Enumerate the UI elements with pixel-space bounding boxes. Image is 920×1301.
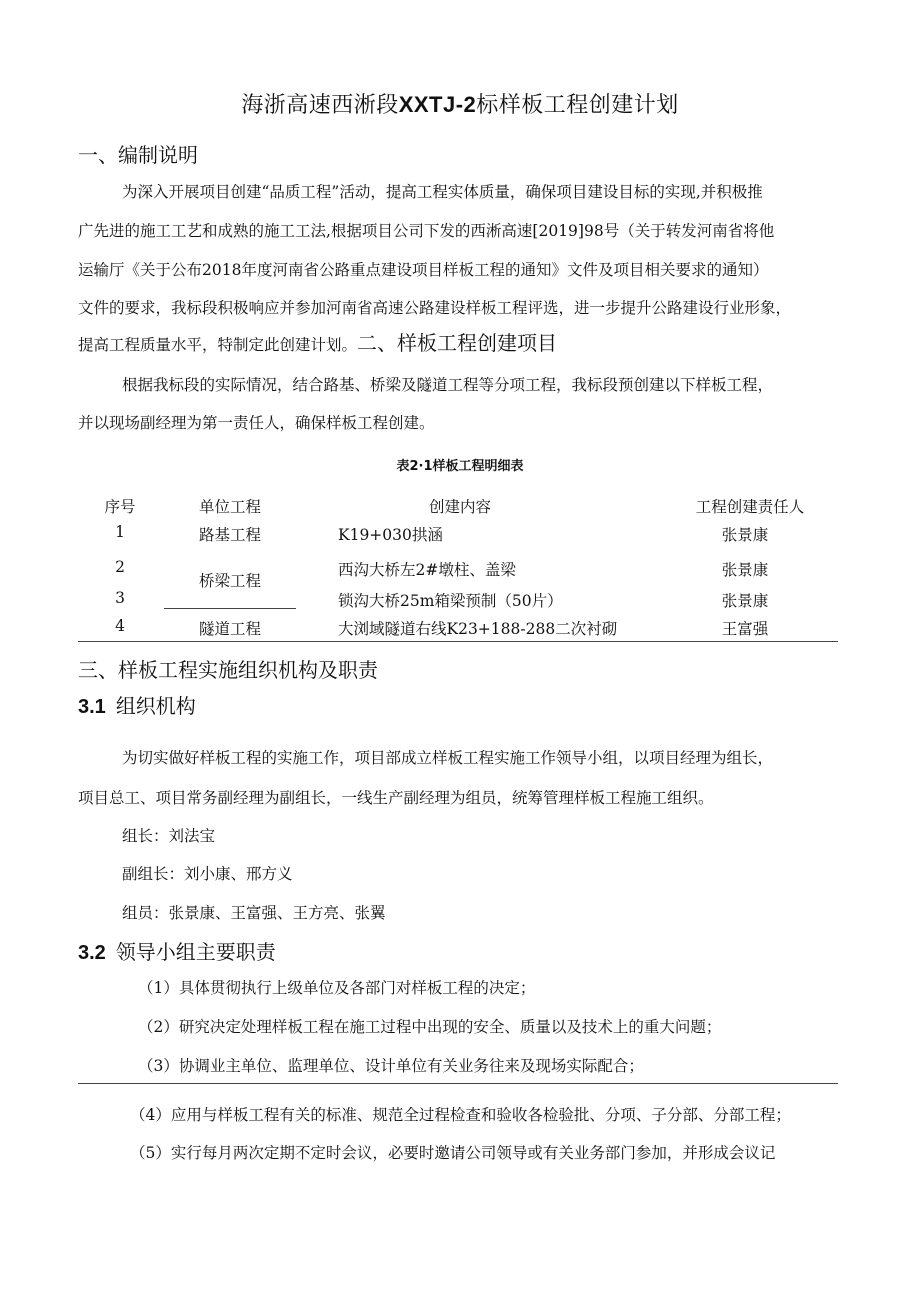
paragraph-line: 并以现场副经理为第一责任人，确保样板工程创建。	[78, 414, 435, 432]
duty-item: （1）具体贯彻执行上级单位及各部门对样板工程的决定；	[138, 979, 536, 997]
subsection-label: 领导小组主要职责	[115, 940, 276, 964]
section3-heading: 三、样板工程实施组织机构及职责	[78, 658, 378, 682]
table-caption: 表2·1样板工程明细表	[396, 459, 524, 474]
table-bottom-rule	[78, 641, 838, 642]
subsection-label: 组织机构	[115, 694, 196, 718]
table-cell-person: 张景康	[721, 561, 769, 579]
title-code: XXTJ-2	[398, 92, 477, 117]
table-cell-person: 张景康	[721, 592, 769, 610]
paragraph-line: 根据我标段的实际情况，结合路基、桥梁及隧道工程等分项工程，我标段预创建以下样板工程，	[122, 376, 774, 394]
table-cell-no: 1	[115, 523, 125, 541]
title-pre: 海浙高速西淅段	[241, 93, 399, 118]
subsection-number: 3.1	[78, 696, 106, 718]
duty-item: （4）应用与样板工程有关的标准、规范全过程检查和验收各检验批、分项、子分部、分部工程；	[130, 1106, 791, 1124]
duty-item: （2）研究决定处理样板工程在施工过程中出现的安全、质量以及技术上的重大问题；	[138, 1018, 722, 1036]
table-cell-no: 2	[115, 558, 125, 576]
paragraph-line: 广先进的施工工艺和成熟的施工工法,根据项目公司下发的西淅高速[2019]98号（关于转发河南省将他	[78, 222, 775, 240]
group-leader: 组长：刘法宝	[122, 827, 216, 845]
table-header-person: 工程创建责任人	[695, 498, 805, 516]
page-title	[0, 88, 920, 119]
table-cell-person: 张景康	[721, 526, 769, 544]
paragraph-line: 运输厅《关于公布2018年度河南省公路重点建设项目样板工程的通知》文件及项目相关要求的通知）	[78, 261, 769, 279]
table-cell-person: 王富强	[721, 620, 769, 638]
paragraph-line: 为切实做好样板工程的实施工作，项目部成立样板工程实施工作领导小组，以项目经理为组长，	[122, 749, 774, 767]
table-cell-unit-merged: 桥梁工程	[198, 572, 261, 590]
title-post: 标样板工程创建计划	[476, 93, 679, 118]
subsection-heading	[78, 690, 196, 719]
paragraph-line: 项目总工、项目常务副经理为副组长，一线生产副经理为组员，统筹管理样板工程施工组织。	[78, 789, 714, 807]
table-cell-content: 大浏域隧道右线K23+188-288二次衬砌	[338, 620, 618, 638]
page-break-rule	[78, 1083, 838, 1084]
table-cell-no: 4	[115, 617, 125, 635]
table-cell-no: 3	[115, 589, 125, 607]
paragraph-line: 提高工程质量水平，特制定此创建计划。	[78, 336, 358, 354]
section2-heading: 二、样板工程创建项目	[357, 331, 558, 355]
duty-item: （3）协调业主单位、监理单位、设计单位有关业务往来及现场实际配合；	[138, 1057, 644, 1075]
table-cell-content: K19+030拱涵	[338, 526, 443, 544]
group-members: 组员：张景康、王富强、王方亮、张翼	[122, 904, 386, 922]
table-header-unit: 单位工程	[198, 498, 261, 516]
subsection-heading	[78, 936, 276, 965]
paragraph-line: 为深入开展项目创建“品质工程”活动，提高工程实体质量，确保项目建设目标的实现,并积极推	[122, 183, 763, 201]
paragraph-line-with-heading	[78, 327, 557, 356]
table-divider	[164, 608, 296, 609]
paragraph-line: 文件的要求，我标段积极响应并参加河南省高速公路建设样板工程评选，进一步提升公路建设行业形象，	[78, 299, 792, 317]
table-cell-unit: 隧道工程	[198, 620, 261, 638]
table-cell-unit: 路基工程	[198, 526, 261, 544]
duty-item: （5）实行每月两次定期不定时会议，必要时邀请公司领导或有关业务部门参加，并形成会议记	[130, 1144, 776, 1162]
section1-heading: 一、编制说明	[78, 143, 198, 167]
table-header-no: 序号	[104, 498, 136, 516]
group-deputy: 副组长：刘小康、邢方义	[122, 865, 293, 883]
subsection-number: 3.2	[78, 942, 106, 964]
table-header-content: 创建内容	[428, 498, 491, 516]
table-cell-content: 西沟大桥左2#墩柱、盖梁	[338, 561, 516, 579]
table-cell-content: 锁沟大桥25m箱梁预制（50片）	[338, 592, 563, 610]
